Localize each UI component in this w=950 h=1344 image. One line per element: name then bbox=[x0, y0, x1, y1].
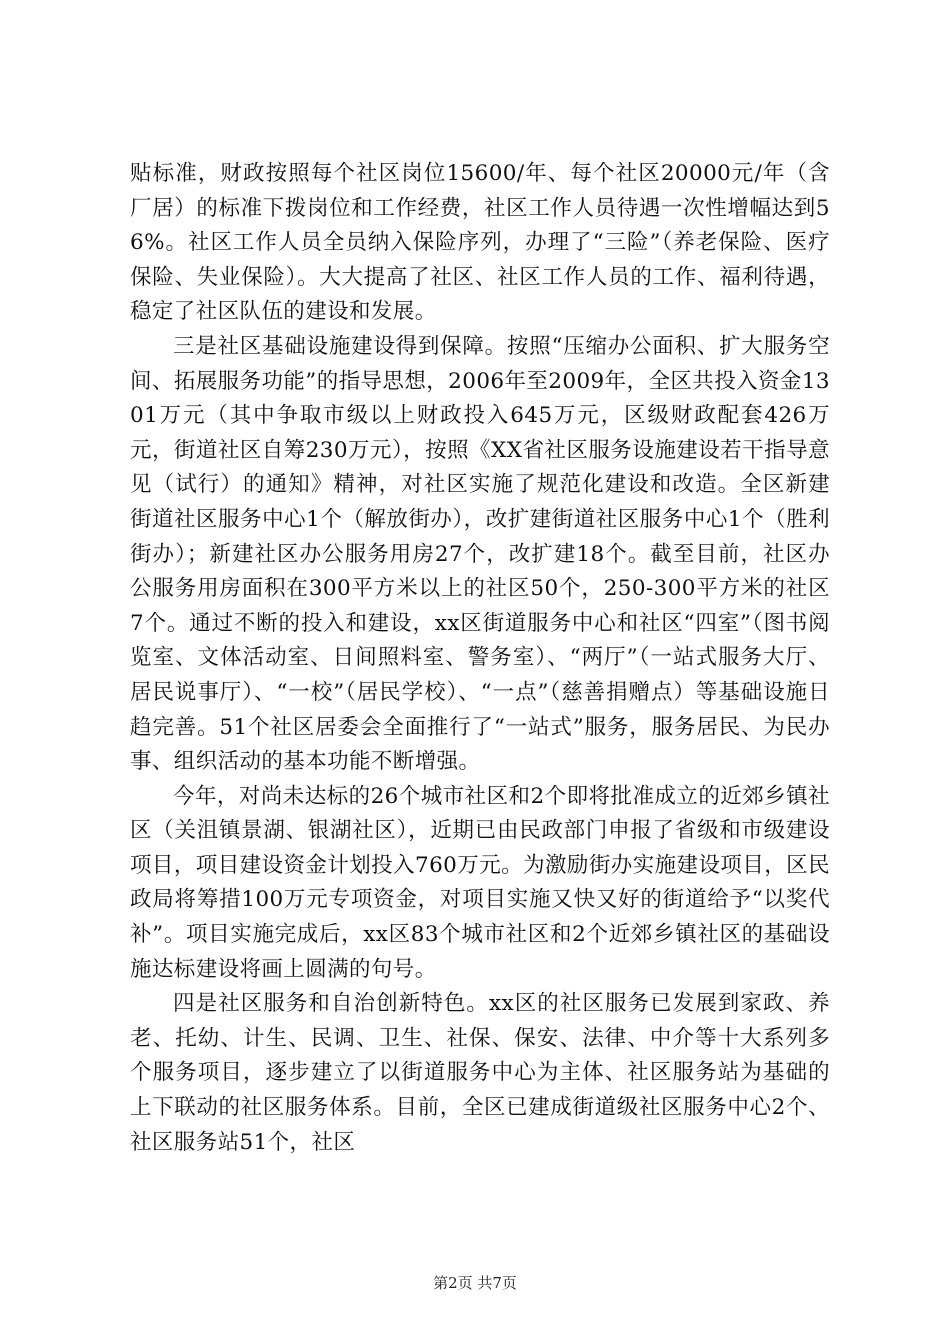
paragraph-infrastructure: 三是社区基础设施建设得到保障。按照“压缩办公面积、扩大服务空间、拓展服务功能”的指导思想，2006年至2009年，全区共投入资金1301万元（其中争取市级以上财政投入645万元，区级财政配套426万元，街道社区自筹230万元），按照《XX省社区服务设施建设若干指导意见（试行）的通知》精神，对社区实施了规范化建设和改造。全区新建街道社区服务中心1个（解放街办），改扩建街道社区服务中心1个（胜利街办）；新建社区办公服务用房27个，改扩建18个。截至目前，社区办公服务用房面积在300平方米以上的社区50个，250-300平方米的社区7个。通过不断的投入和建设，xx区街道服务中心和社区“四室”（图书阅览室、文体活动室、日间照料室、警务室）、“两厅”（一站式服务大厅、居民说事厅）、“一校”（居民学校）、“一点”（慈善捐赠点）等基础设施日趋完善。51个社区居委会全面推行了“一站式”服务，服务居民、为民办事、组织活动的基本功能不断增强。 bbox=[130, 333, 830, 775]
paragraph-community-service: 四是社区服务和自治创新特色。xx区的社区服务已发展到家政、养老、托幼、计生、民调、卫生、社保、保安、法律、中介等十大系列多个服务项目，逐步建立了以街道服务中心为主体、社区服务站为基础的上下联动的社区服务体系。目前，全区已建成街道级社区服务中心2个、社区服务站51个，社区 bbox=[130, 991, 830, 1155]
document-body bbox=[130, 157, 830, 1160]
paragraph-this-year: 今年，对尚未达标的26个城市社区和2个即将批准成立的近郊乡镇社区（关沮镇景湖、银湖社区），近期已由民政部门申报了省级和市级建设项目，项目建设资金计划投入760万元。为激励街办实施建设项目，区民政局将筹措100万元专项资金，对项目实施又快又好的街道给予“以奖代补”。项目实施完成后，xx区83个城市社区和2个近郊乡镇社区的基础设施达标建设将画上圆满的句号。 bbox=[130, 783, 830, 982]
paragraph-continued: 贴标准，财政按照每个社区岗位15600/年、每个社区20000元/年（含厂居）的标准下拨岗位和工作经费，社区工作人员待遇一次性增幅达到56%。社区工作人员全员纳入保险序列，办理了“三险”（养老保险、医疗保险、失业保险）。大大提高了社区、社区工作人员的工作、福利待遇，稳定了社区队伍的建设和发展。 bbox=[130, 161, 830, 325]
page-footer: 第2页 共7页 bbox=[433, 1274, 517, 1292]
